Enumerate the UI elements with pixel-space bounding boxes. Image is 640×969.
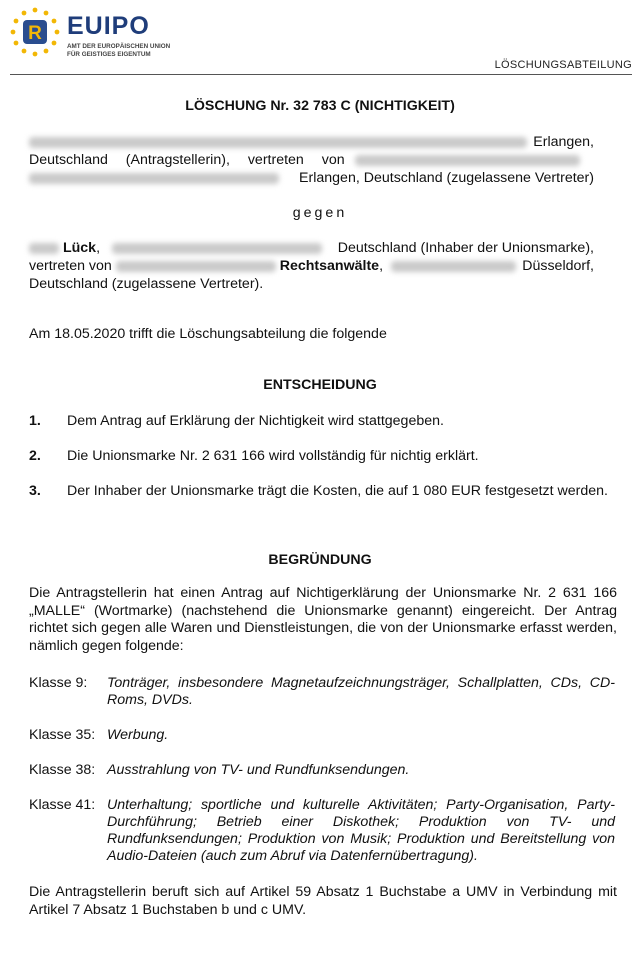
decision-item-text: Dem Antrag auf Erklärung der Nichtigkeit wird stattgegeben.	[67, 413, 444, 429]
class-text: Tonträger, insbesondere Magnetaufzeichnungsträger, Schallplatten, CDs, CD-Roms, DVDs.	[107, 675, 615, 708]
gegen-label: gegen	[292, 205, 348, 221]
redacted-text	[112, 243, 322, 254]
decision-heading: ENTSCHEIDUNG	[263, 377, 377, 393]
redacted-text	[29, 173, 279, 184]
logo-subtitle: AMT DER EUROPÄISCHEN UNION FÜR GEISTIGES EIGENTUM	[67, 43, 171, 58]
redacted-text	[355, 155, 580, 166]
owner-line-2: vertreten von Rechtsanwälte, Düsseldorf,	[29, 258, 594, 274]
class-label: Klasse 9:	[29, 675, 88, 691]
decision-item-number: 1.	[29, 413, 41, 429]
redacted-text	[116, 261, 276, 272]
euipo-logo-icon	[6, 5, 64, 61]
redacted-text	[29, 137, 527, 148]
intro-line: Am 18.05.2020 trifft die Löschungsabteilung die folgende	[29, 326, 387, 342]
owner-line-3: Deutschland (zugelassene Vertreter).	[29, 276, 264, 292]
redacted-text	[391, 261, 516, 272]
logo-wordmark: EUIPO	[67, 12, 150, 40]
class-text: Werbung.	[107, 727, 169, 743]
owner-line-1: Lück, Deutschland (Inhaber der Unionsmarke),	[29, 239, 617, 257]
applicant-line-1: Erlangen,	[29, 133, 617, 151]
reasons-paragraph: Die Antragstellerin hat einen Antrag auf Nichtigerklärung der Unionsmarke Nr. 2 631 166 „MALLE“ (Wortmarke) (nachstehend die Unionsmarke genannt) eingereicht. Der Antrag richtet sich gegen alle Waren und Dienstleistungen, die von der Unionsmarke erfasst werden, nämlich gegen folgende:	[29, 585, 617, 654]
decision-item-number: 3.	[29, 483, 41, 499]
decision-item-text: Der Inhaber der Unionsmarke trägt die Kosten, die auf 1 080 EUR festgesetzt werden.	[67, 483, 608, 499]
class-text: Unterhaltung; sportliche und kulturelle Aktivitäten; Party-Organisation, Party-Durchführung; Betrieb einer Diskothek; Produktion von TV- und Rundfunksendungen; Produktion von Musik; Produktion und Bereitstellung von Audio-Dateien (auch zum Abruf via Datenfernübertragung).	[107, 797, 615, 864]
department-label: LÖSCHUNGSABTEILUNG	[494, 59, 632, 71]
applicant-line-3: Erlangen, Deutschland (zugelassene Vertreter)	[29, 169, 617, 187]
reasons-heading: BEGRÜNDUNG	[268, 552, 372, 568]
class-text: Ausstrahlung von TV- und Rundfunksendungen.	[107, 762, 410, 778]
svg-text:R: R	[28, 23, 42, 44]
class-label: Klasse 35:	[29, 727, 96, 743]
header-divider	[10, 74, 632, 75]
redacted-text	[29, 243, 59, 254]
closing-paragraph: Die Antragstellerin beruft sich auf Artikel 59 Absatz 1 Buchstabe a UMV in Verbindung mit Artikel 7 Absatz 1 Buchstaben b und c UMV.	[29, 884, 617, 918]
class-label: Klasse 41:	[29, 797, 96, 813]
decision-item-number: 2.	[29, 448, 41, 464]
applicant-line-2: Deutschland (Antragstellerin), vertreten von	[29, 151, 617, 169]
class-label: Klasse 38:	[29, 762, 96, 778]
case-title: LÖSCHUNG Nr. 32 783 C (NICHTIGKEIT)	[185, 98, 455, 114]
decision-item-text: Die Unionsmarke Nr. 2 631 166 wird vollständig für nichtig erklärt.	[67, 448, 479, 464]
